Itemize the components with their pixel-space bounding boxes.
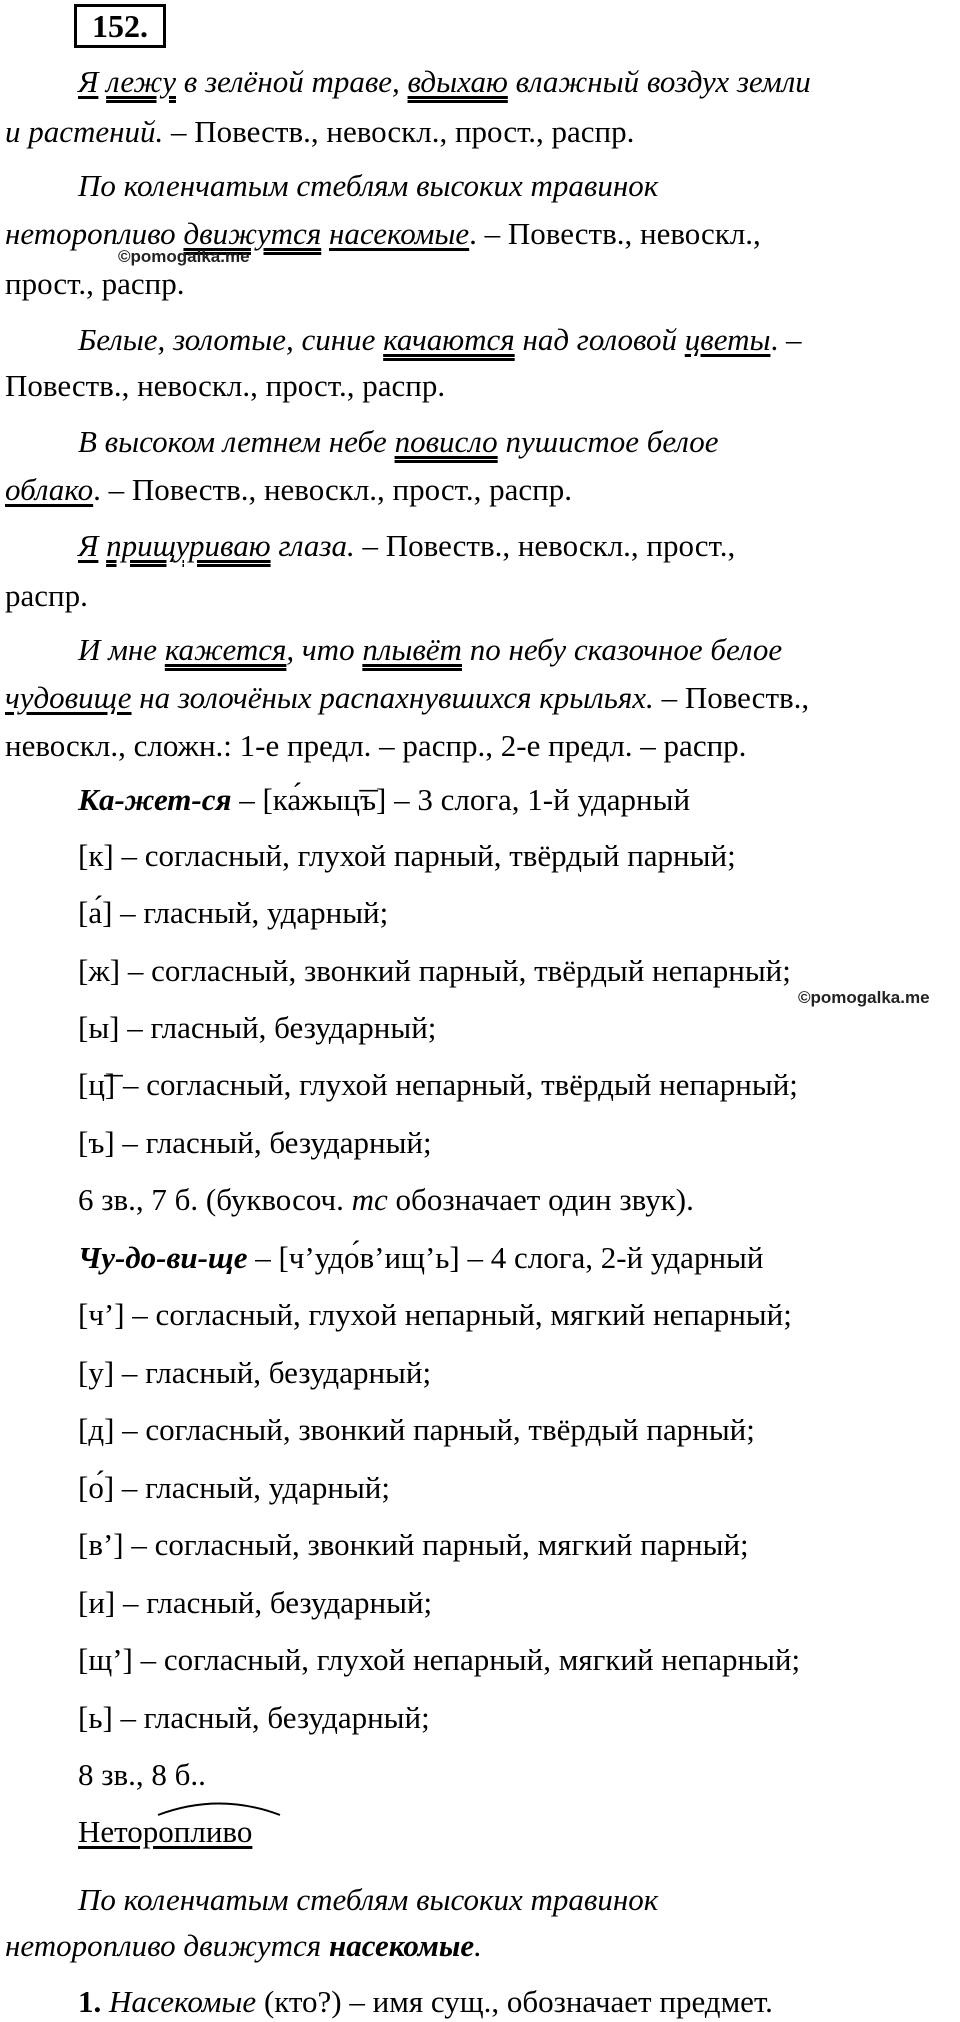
sentence-text: на золочёных распахнувшихся крыльях. (139, 680, 654, 715)
sound-line: [ы] – гласный, безударный; (78, 1010, 437, 1045)
sound-line: [д] – согласный, звонкий парный, твёрдый парный; (78, 1412, 755, 1447)
sentence-analysis: . – (770, 322, 802, 357)
phonetic-heading-2 (78, 1238, 763, 1278)
sound-line: [о́] – гласный, ударный; (78, 1470, 390, 1505)
predicate: качаются (383, 322, 515, 357)
sentence-text: и растений. (5, 114, 164, 149)
sentence-5-line-1 (78, 526, 735, 566)
analyzed-word: Насекомые (109, 1984, 257, 2019)
sound-line: [щ’] – согласный, глухой непарный, мягкий непарный; (78, 1642, 801, 1677)
sound-line: [в’] – согласный, звонкий парный, мягкий парный; (78, 1527, 749, 1562)
sentence-1-line-1 (78, 62, 811, 102)
predicate: повисло (394, 424, 498, 459)
sentence-text: Белые, золотые, синие (78, 322, 376, 357)
highlighted-word: насекомые (328, 1928, 475, 1963)
subject: насекомые (328, 216, 470, 251)
sentence-analysis: – Повеств., невоскл., прост., (362, 528, 736, 563)
analyzed-word: Ка-жет-ся (78, 782, 232, 817)
sound-line: [ъ] – гласный, безударный; (78, 1125, 432, 1160)
analysis-text: (кто?) – имя сущ., обозначает предмет. (263, 1984, 773, 2019)
sentence-text: влажный воздух земли (515, 64, 811, 99)
sound-line: [ж] – согласный, звонкий парный, твёрдый непарный; (78, 953, 791, 988)
predicate: лежу (106, 64, 176, 99)
sentence-text: В высоком летнем небе (78, 424, 387, 459)
predicate: вдыхаю (407, 64, 508, 99)
total-text: обозначает один звук). (395, 1182, 694, 1217)
sentence-2-line-1: По коленчатым стеблям высоких травинок (78, 168, 659, 203)
sentence-3-line-1 (78, 320, 801, 360)
sentence-1-line-2 (5, 112, 634, 152)
sentence-6-line-3: невоскл., сложн.: 1-е предл. – распр., 2-е предл. – распр. (5, 728, 747, 763)
sentence-4-line-2 (5, 470, 572, 510)
sound-total: 8 зв., 8 б.. (78, 1757, 206, 1792)
sentence-analysis: – Повеств., (661, 680, 810, 715)
subject: чудовище (5, 680, 132, 715)
letter-combination: тс (351, 1182, 388, 1217)
analysis-point-1 (78, 1982, 773, 2022)
sentence-text: неторопливо (5, 216, 176, 251)
phonetic-heading-1 (78, 780, 690, 820)
sentence-6-line-1 (78, 630, 782, 670)
transcription: – [ч’удо́в’ищ’ь] – 4 слога, 2-й ударный (247, 1240, 764, 1275)
sentence-7-line-1: По коленчатым стеблям высоких травинок (78, 1882, 659, 1917)
word: Неторопливо (78, 1814, 253, 1849)
sentence-6-line-2 (5, 678, 809, 718)
total-text: 6 зв., 7 б. (буквосоч. (78, 1182, 344, 1217)
sentence-text: пушистое белое (505, 424, 719, 459)
sentence-text: И мне (78, 632, 158, 667)
sentence-text: над головой (522, 322, 678, 357)
point-number: 1. (78, 1984, 102, 2019)
sound-line: [а́] – гласный, ударный; (78, 895, 389, 930)
sound-line: [у] – гласный, безударный; (78, 1355, 432, 1390)
transcription: – [ка́жыц͞ъ] – 3 слога, 1-й ударный (231, 782, 691, 817)
sentence-analysis: – Повеств., невоскл., прост., распр. (171, 114, 635, 149)
watermark: ©pomogalka.me (798, 988, 930, 1007)
subject: облако (5, 472, 94, 507)
predicate: прищуриваю (106, 528, 271, 563)
sentence-2-line-3: прост., распр. (5, 266, 185, 301)
analyzed-word: Чу-до-ви-ще (78, 1240, 248, 1275)
sound-line: [к] – согласный, глухой парный, твёрдый парный; (78, 838, 736, 873)
sentence-analysis: . – Повеств., невоскл., прост., распр. (93, 472, 572, 507)
sound-line: [ц͞] – согласный, глухой непарный, твёрдый непарный; (78, 1067, 798, 1102)
subject: Я (78, 528, 99, 563)
sentence-text: по небу сказочное белое (469, 632, 783, 667)
sentence-text: в зелёной траве, (183, 64, 400, 99)
sound-line: [ь] – гласный, безударный; (78, 1700, 430, 1735)
sound-total (78, 1180, 694, 1220)
predicate: кажется (164, 632, 287, 667)
predicate: движутся (183, 216, 322, 251)
sentence-7-line-2 (5, 1926, 482, 1966)
sentence-3-line-2: Повеств., невоскл., прост., распр. (5, 368, 446, 403)
sound-line: [и] – гласный, безударный; (78, 1585, 433, 1620)
subject: Я (78, 64, 99, 99)
sentence-text: неторопливо движутся (5, 1928, 322, 1963)
sound-line: [ч’] – согласный, глухой непарный, мягкий непарный; (78, 1297, 792, 1332)
sentence-analysis: . – Повеств., невоскл., (469, 216, 761, 251)
watermark: ©pomogalka.me (118, 247, 250, 266)
sentence-5-line-2: распр. (5, 578, 88, 613)
predicate: плывёт (362, 632, 462, 667)
sentence-text: , что (286, 632, 355, 667)
subject: цветы (684, 322, 771, 357)
sentence-text: глаза. (278, 528, 355, 563)
exercise-number: 152. (74, 4, 166, 48)
sentence-text: . (474, 1928, 482, 1963)
morphemic-word (78, 1812, 252, 1852)
sentence-4-line-1 (78, 422, 719, 462)
